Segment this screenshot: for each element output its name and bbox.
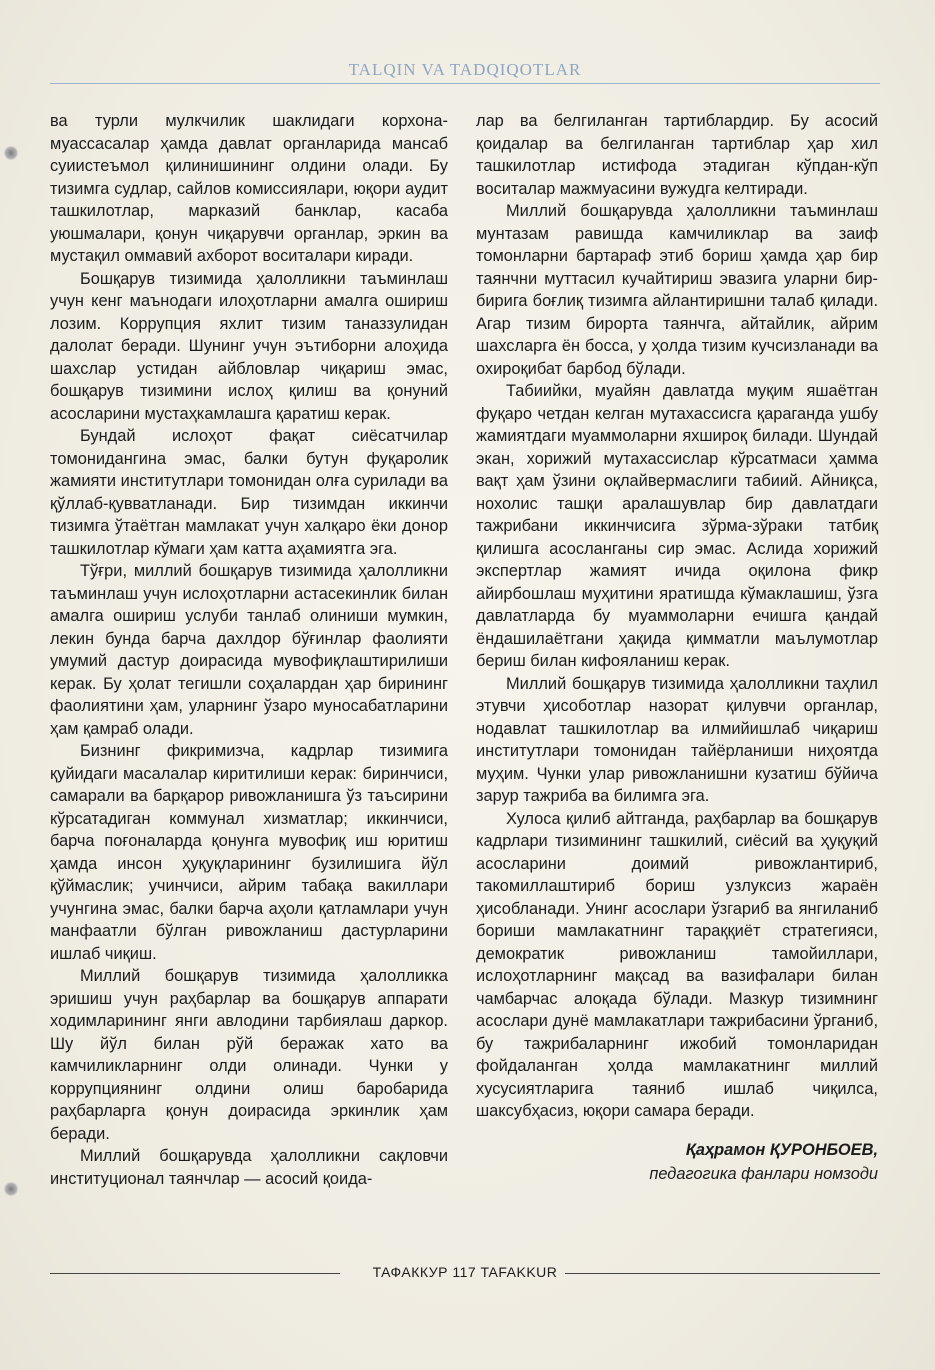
author-title: педагогика фанлари номзоди xyxy=(649,1165,878,1183)
section-title: TALQIN VA TADQIQOTLAR xyxy=(348,60,582,79)
footer-page-label: ТАФАККУР 117 TAFAKKUR xyxy=(372,1264,558,1280)
binder-hole-bottom xyxy=(4,1182,18,1196)
paragraph: Миллий бошқарув тизимида ҳалолликни таҳлил этувчи ҳисоботлар назорат қилувчи органлар, нодавлат ташкилотлар ва илмийишлаб чиқариш институтлари томонидан тайёрланиши ниҳоятда муҳим. Чунки улар ривожланишни кузатиш бўйича зарур тажриба ва билимга эга. xyxy=(476,674,878,805)
paragraph: Бундай ислоҳот фақат сиёсатчилар томонидангина эмас, балки бутун фуқаролик жамияти институтлари томонидан олға сурилади ва қўллаб-қувватланади. Бир тизимдан иккинчи тизимга ўтаётган мамлакат учун халқаро ёки донор ташкилотлар кўмаги ҳам катта аҳамиятга эга. xyxy=(50,427,448,558)
paragraph: Бизнинг фикримизча, кадрлар тизимига қуйидаги масалалар киритилиши керак: биринчиси, самарали ва барқарор ривожланишга ўз таъсирини кўрсатадиган коммунал хизматлар; иккинчиси, барча поғоналарда қонунга мувофиқ иш юритиш ҳамда инсон ҳуқуқларининг бузилишига йўл қўймаслик; учинчиси, айрим табақа вакиллари учунгина эмас, балки барча аҳоли қатламлари учун манфаатли бўлган ривожланиш дастурларини ишлаб чиқиш. xyxy=(50,742,448,963)
page-footer xyxy=(50,1261,880,1285)
paragraph: лар ва белгиланган тартиблардир. Бу асосий қоидалар ва белгиланган тартиблар ҳар хил ташкилотлар истифода этадиган кўпдан-кўп воситалар мажмуасини вужудга келтиради. xyxy=(476,112,878,198)
paragraph: Миллий бошқарув тизимида ҳалолликка эришиш учун раҳбарлар ва бошқарув аппарати ходимларининг янги авлодини тарбиялаш даркор. Шу йўл билан рўй беражак хато ва камчиликларнинг олди олинади. Чунки у коррупциянинг олдини олиш баробарида раҳбарларга қонун доирасида эркинлик ҳам беради. xyxy=(50,967,448,1143)
paragraph: Табиийки, муайян давлатда муқим яшаётган фуқаро четдан келган мутахассисга қараганда ушбу жамиятдаги муаммоларни яхшироқ билади. Шундай экан, хорижий мутахассислар кўрсатмаси ҳамма вақт ҳам ўзини оқлайвермаслиги табиий. Айниқса, нохолис ташқи аралашувлар бир давлатдаги тажрибани иккинчисига зўрма-зўраки татбиқ қилишга асосланганы сир эмас. Аслида хорижий экспертлар жамият ичида оқилона фикр айирбошлаш муҳитини яратишда кўмаклашиш, ўзга давлатларда бу муаммоларни ечишга қандай ёндашилаётгани ҳақида қимматли маълумотлар бериш билан кифояланиш керак. xyxy=(476,382,878,670)
paragraph: Миллий бошқарувда ҳалолликни сақловчи институционал таянчлар — асосий қоида- xyxy=(50,1147,448,1188)
footer-rule-right xyxy=(565,1273,880,1274)
paragraph: Миллий бошқарувда ҳалолликни таъминлаш мунтазам равишда камчиликлар ва заиф томонларни бартараф этиб бориш ҳамда ҳар бир таянчни муттасил кучайтириш эвазига уларни бир-бирига боғлиқ тизимга айлантиришни талаб қилади. Агар тизим бирорта таянчга, айтайлик, айрим шахсларга ён босса, у ҳолда тизим кучсизланади ва охироқибат барбод бўлади. xyxy=(476,202,878,378)
paragraph: Хулоса қилиб айтганда, раҳбарлар ва бошқарув кадрлари тизимининг ташкилий, сиёсий ва ҳуқуқий асосларини доимий ривожлантириб, такомиллаштириб бориш узлуксиз жараён ҳисобланади. Унинг асослари ўзгариб ва янгиланиб бориши мамлакатнинг тараққиёт стратегияси, демократик ривожланиш тамойиллари, ислоҳотларнинг мақсад ва вазифалари билан чамбарчас алоқада бўлади. Мазкур тизимнинг асослари дунё мамлакатлари тажрибасини ўрганиб, бу тажрибаларнинг ижобий томонларидан фойдаланган ҳолда мамлакатнинг миллий хусусиятларига таяниб ишлаб чиқилса, шаксубҳасиз, юқори самара беради. xyxy=(476,809,878,1120)
right-column xyxy=(476,110,878,1123)
author-name: Қаҳрамон ҚУРОНБОЕВ, xyxy=(685,1141,878,1159)
author-signature xyxy=(649,1138,878,1186)
paragraph: Тўғри, миллий бошқарув тизимида ҳалолликни таъминлаш учун ислоҳотларни астасекинлик билан амалга ошириш услуби танлаб олиниши мумкин, лекин бунда барча дахлдор бўғинлар фаолияти умумий дастур доирасида мувофиқлаштирилиши керак. Бу ҳолат тегишли соҳалардан ҳар бирининг фаолиятини ҳам, уларнинг ўзаро муносабатларини ҳам қамраб олади. xyxy=(50,562,448,738)
running-header xyxy=(50,58,880,88)
header-rule xyxy=(50,83,880,84)
left-column xyxy=(50,110,448,1190)
paragraph: Бошқарув тизимида ҳалолликни таъминлаш учун кенг маънодаги илоҳотларни амалга ошириш лозим. Коррупция яхлит тизим таназзулидан далолат беради. Шунинг учун эътиборни алоҳида шахслар устидан айбловлар чиқариш эмас, бошқарув тизимини ислоҳ қилиш ва қонуний асосларини мустаҳкамлашга қаратиш керак. xyxy=(50,269,448,423)
paragraph: ва турли мулкчилик шаклидаги корхона-муассасалар ҳамда давлат органларида мансаб суиистеъмол қилинишининг олдини олади. Бу тизимга судлар, сайлов комиссиялари, юқори аудит ташкилотлар, марказий банклар, касаба уюшмалари, қонун чиқарувчи органлар, эркин ва мустақил оммавий ахборот воситалари киради. xyxy=(50,112,448,265)
binder-hole-top xyxy=(4,146,18,160)
